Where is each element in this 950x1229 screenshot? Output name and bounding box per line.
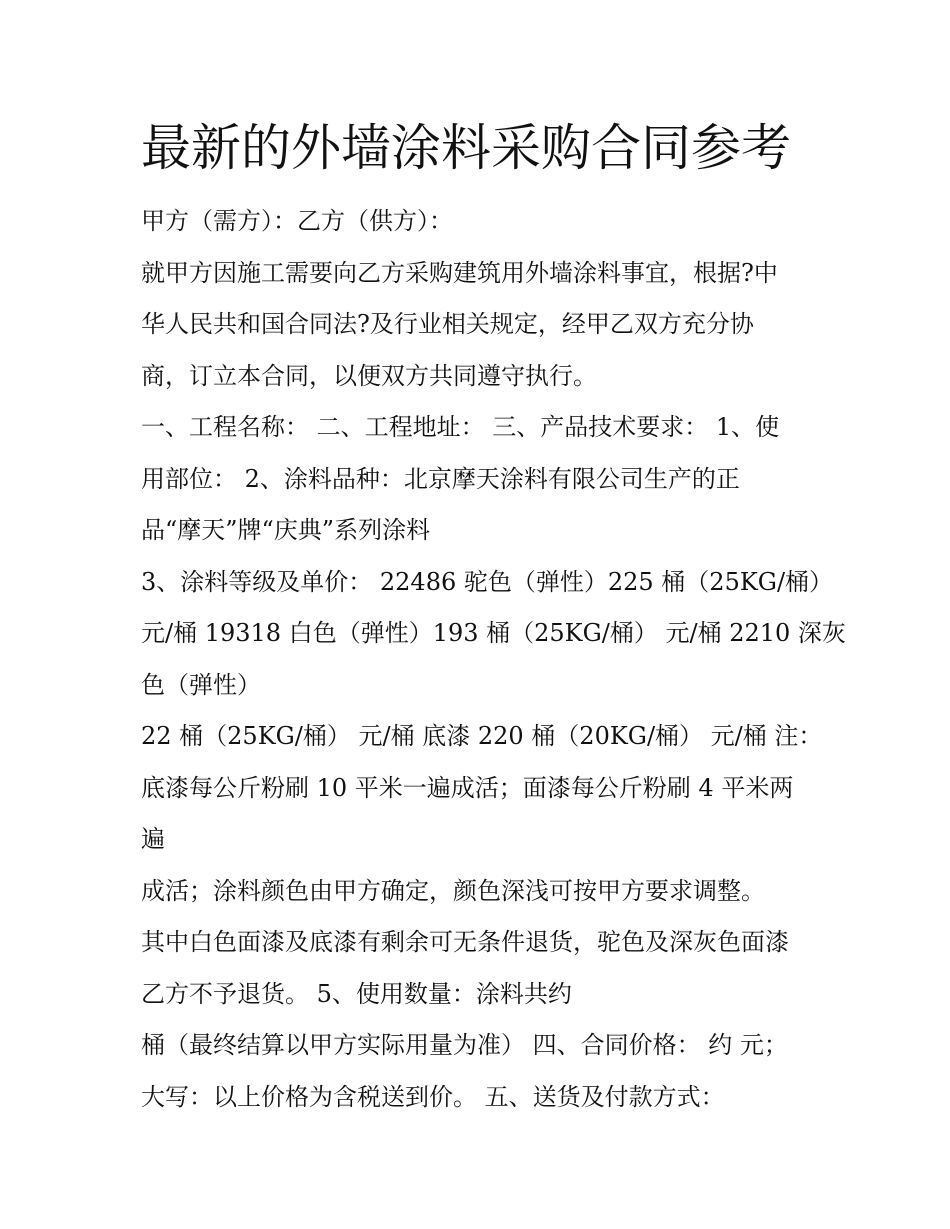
text-line-1: 甲方（需方）：乙方（供方）： — [141, 207, 453, 235]
text-line-9: 元/桶 19318 白色（弹性）193 桶（25KG/桶） 元/桶 2210 深灰 — [141, 619, 846, 647]
text-line-5: 一、工程名称： 二、工程地址： 三、产品技术要求： 1、使 — [141, 413, 780, 441]
document-title: 最新的外墙涂料采购合同参考 — [141, 119, 791, 177]
text-line-12: 底漆每公斤粉刷 10 平米一遍成活；面漆每公斤粉刷 4 平米两 — [141, 773, 794, 802]
document-text — [141, 196, 846, 1123]
text-line-18: 大写：以上价格为含税送到价。 五、送货及付款方式： — [141, 1082, 725, 1111]
document-body — [141, 115, 846, 1123]
text-line-2: 就甲方因施工需要向乙方采购建筑用外墙涂料事宜，根据?中 — [141, 258, 778, 287]
text-line-6: 用部位： 2、涂料品种：北京摩天涂料有限公司生产的正 — [141, 464, 740, 493]
text-line-3: 华人民共和国合同法?及行业相关规定，经甲乙双方充分协 — [141, 310, 754, 338]
text-line-17: 桶（最终结算以甲方实际用量为准） 四、合同价格： 约 元； — [141, 1031, 788, 1059]
text-line-13: 遍 — [141, 825, 165, 853]
text-line-4: 商，订立本合同，以便双方共同遵守执行。 — [141, 361, 597, 390]
text-line-11: 22 桶（25KG/桶） 元/桶 底漆 220 桶（20KG/桶） 元/桶 注： — [141, 722, 823, 750]
text-line-8: 3、涂料等级及单价： 22486 驼色（弹性）225 桶（25KG/桶） — [141, 567, 834, 596]
text-line-10: 色（弹性） — [141, 670, 261, 699]
text-line-14: 成活；涂料颜色由甲方确定，颜色深浅可按甲方要求调整。 — [141, 876, 765, 905]
text-line-7: 品“摩天”牌“庆典”系列涂料 — [141, 516, 431, 544]
text-line-15: 其中白色面漆及底漆有剩余可无条件退货，驼色及深灰色面漆 — [141, 928, 789, 956]
text-line-16: 乙方不予退货。 5、使用数量：涂料共约 — [141, 979, 572, 1008]
